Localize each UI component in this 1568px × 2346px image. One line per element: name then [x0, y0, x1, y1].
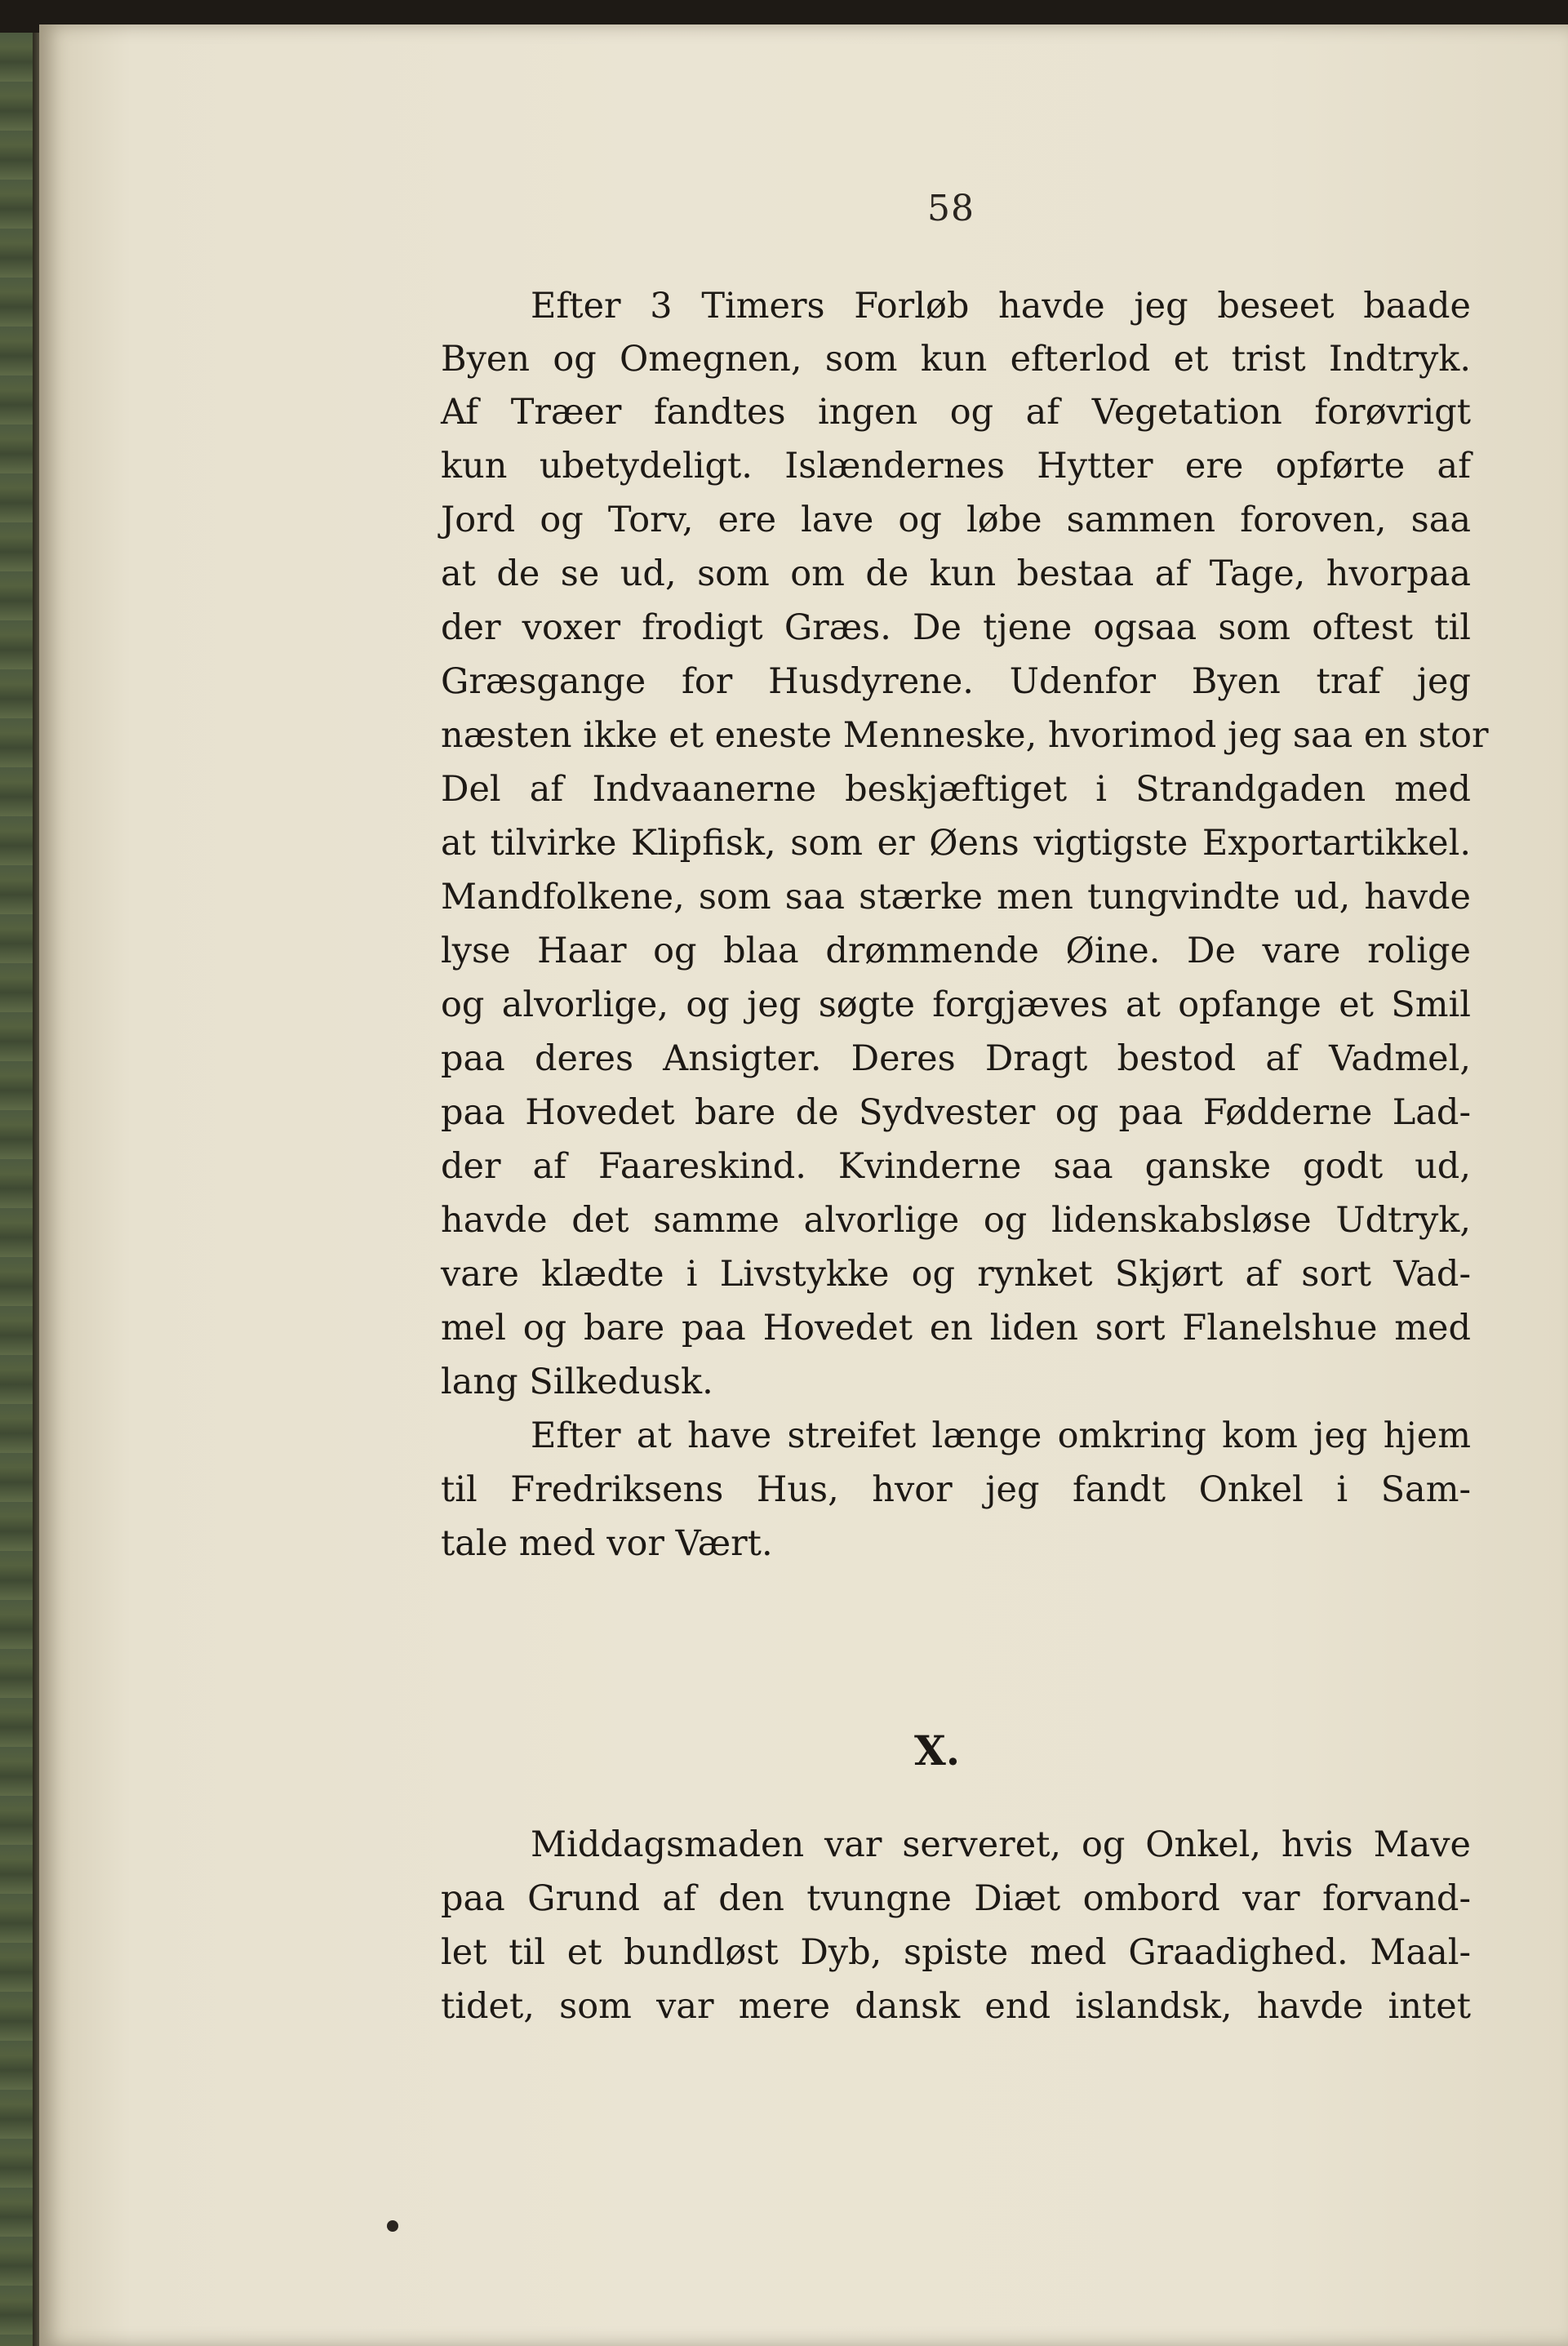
text-line: Efter 3 Timers Forløb havde jeg beseet baade — [531, 286, 1471, 327]
text-line: at tilvirke Klipfisk, som er Øens vigtigste Exportartikkel. — [441, 823, 1471, 864]
text-line: og alvorlige, og jeg søgte forgjæves at opfange et Smil — [441, 984, 1471, 1025]
text-line: paa Hovedet bare de Sydvester og paa Fødderne Lad- — [441, 1092, 1471, 1133]
text-line: paa deres Ansigter. Deres Dragt bestod af Vadmel, — [441, 1038, 1471, 1079]
text-line: lyse Haar og blaa drømmende Øine. De vare rolige — [441, 931, 1471, 971]
text-line: Græsgange for Husdyrene. Udenfor Byen traf jeg — [441, 661, 1471, 702]
text-line: næsten ikke et eneste Menneske, hvorimod jeg saa en stor — [441, 715, 1489, 756]
text-line: Af Træer fandtes ingen og af Vegetation forøvrigt — [441, 392, 1471, 433]
text-line: der af Faareskind. Kvinderne saa ganske godt ud, — [441, 1146, 1471, 1187]
text-line: til Fredriksens Hus, hvor jeg fandt Onkel i Sam- — [441, 1469, 1471, 1510]
text-line: Byen og Omegnen, som kun efterlod et trist Indtryk. — [441, 339, 1471, 380]
text-line: let til et bundløst Dyb, spiste med Graadighed. Maal- — [441, 1932, 1471, 1973]
page-number: 58 — [927, 188, 975, 229]
text-line: Efter at have streifet længe omkring kom jeg hjem — [531, 1415, 1471, 1456]
text-line: tale med vor Vært. — [441, 1523, 773, 1564]
book-page — [39, 24, 1568, 2346]
text-line: Del af Indvaanerne beskjæftiget i Strandgaden med — [441, 769, 1471, 810]
chapter-heading: X. — [914, 1726, 961, 1775]
text-line: mel og bare paa Hovedet en liden sort Flanelshue med — [441, 1308, 1471, 1349]
text-line: lang Silkedusk. — [441, 1362, 713, 1402]
text-line: kun ubetydeligt. Islændernes Hytter ere opførte af — [441, 446, 1471, 487]
text-line: paa Grund af den tvungne Diæt ombord var forvand- — [441, 1878, 1471, 1919]
text-line: der voxer frodigt Græs. De tjene ogsaa som oftest til — [441, 607, 1471, 648]
text-line: Jord og Torv, ere lave og løbe sammen foroven, saa — [441, 500, 1471, 540]
text-line: Middagsmaden var serveret, og Onkel, hvis Mave — [531, 1824, 1471, 1865]
text-line: havde det samme alvorlige og lidenskabsløse Udtryk, — [441, 1200, 1471, 1241]
text-line: at de se ud, som om de kun bestaa af Tage, hvorpaa — [441, 553, 1471, 594]
ink-speck — [387, 2220, 398, 2232]
text-line: tidet, som var mere dansk end islandsk, havde intet — [441, 1986, 1471, 2027]
text-line: vare klædte i Livstykke og rynket Skjørt af sort Vad- — [441, 1254, 1471, 1295]
text-line: Mandfolkene, som saa stærke men tungvindte ud, havde — [441, 877, 1471, 918]
